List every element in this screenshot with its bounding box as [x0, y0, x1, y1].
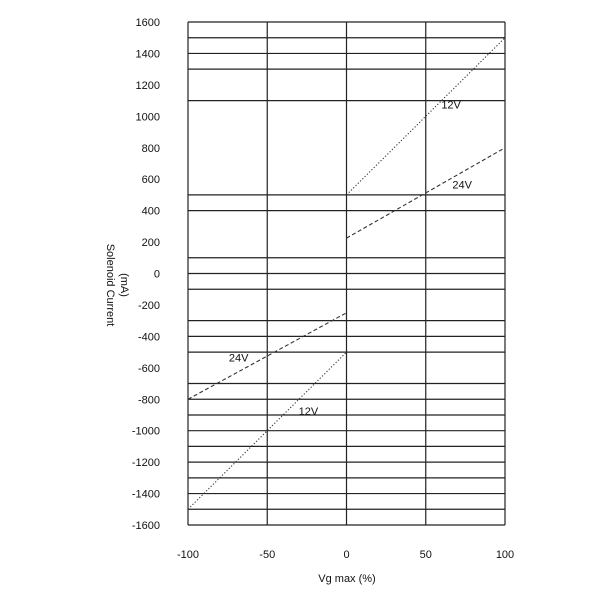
y-tick-label: 200: [141, 237, 160, 250]
y-axis-title-line-1: Solenoid Current: [104, 243, 116, 327]
y-tick-label: 800: [141, 142, 160, 155]
y-tick-label: -200: [137, 299, 160, 312]
y-tick-label: -1600: [131, 520, 160, 532]
y-tick-label: -1000: [131, 425, 160, 438]
series-label: 24V: [452, 179, 472, 192]
y-tick-label: -800: [137, 394, 160, 407]
y-tick-label: -600: [137, 362, 160, 375]
y-tick-label: 1600: [135, 17, 160, 29]
series-label: 12V: [298, 405, 319, 418]
y-tick-label: 1000: [135, 111, 160, 124]
y-tick-label: -400: [137, 331, 160, 344]
x-tick-label: -50: [259, 549, 276, 561]
series-labels: [229, 99, 473, 418]
y-tick-label: -1400: [131, 488, 160, 501]
y-tick-label: 1400: [135, 48, 160, 61]
x-axis-title: Vg max (%): [318, 573, 376, 585]
grid: [188, 22, 505, 525]
y-tick-label: 400: [141, 205, 160, 218]
y-tick-label: 0: [153, 268, 160, 281]
y-tick-label: -1200: [131, 457, 160, 470]
y-axis-title: [104, 244, 130, 327]
x-tick-label: -100: [176, 549, 200, 561]
series-label: 12V: [441, 99, 461, 112]
y-tick-label: 600: [141, 174, 160, 187]
x-tick-labels: [177, 549, 514, 561]
x-tick-label: 50: [419, 549, 432, 561]
series-label: 24V: [228, 352, 249, 365]
x-tick-label: 0: [343, 549, 350, 561]
y-tick-labels: [132, 17, 160, 532]
y-axis-title-line-2: (mA): [118, 273, 130, 297]
y-tick-label: 1200: [135, 79, 160, 92]
x-tick-label: 100: [495, 549, 515, 561]
